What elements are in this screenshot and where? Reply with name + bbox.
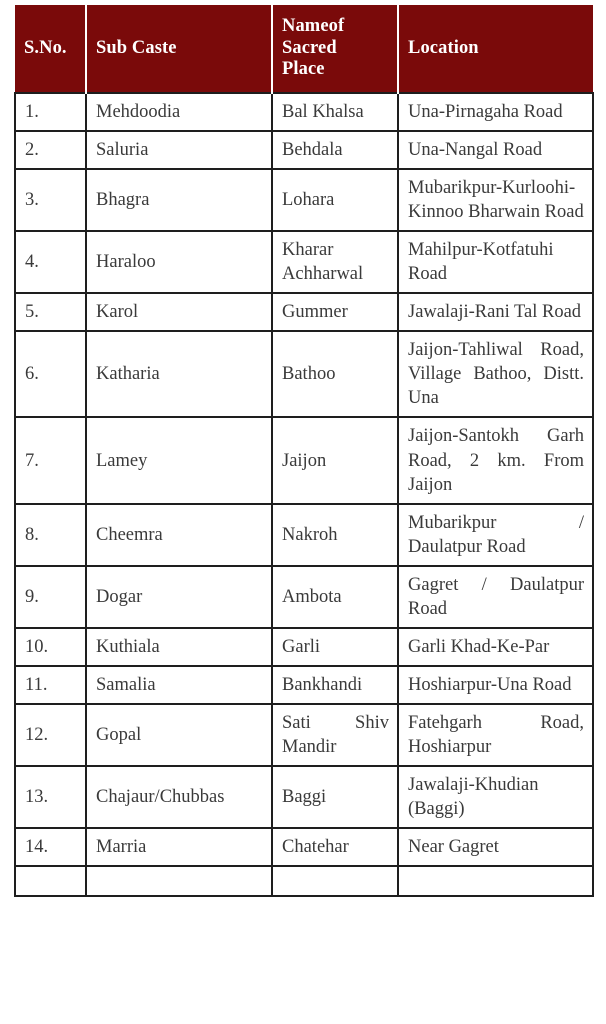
cell-sacred-place: Sati Shiv Mandir: [272, 704, 398, 766]
cell-sacred-place: Ambota: [272, 566, 398, 628]
cell-sacred-place: Chatehar: [272, 828, 398, 866]
column-header-location-label: Location: [408, 37, 479, 58]
column-header-sno: [15, 5, 86, 93]
cell-location: Garli Khad-Ke-Par: [398, 628, 593, 666]
cell-location: Mubarikpur / Daulatpur Road: [398, 504, 593, 566]
column-header-sacred-place-line1: [282, 16, 388, 38]
cell-sacred-place: Bankhandi: [272, 666, 398, 704]
cell-serial-number: 8.: [15, 504, 86, 566]
cell-sub-caste: Lamey: [86, 417, 272, 503]
column-header-sacred-place-word-of: of: [328, 15, 345, 36]
table-body: [15, 93, 593, 896]
cell-sub-caste: Cheemra: [86, 504, 272, 566]
cell-location: Jaijon-Tahliwal Road, Village Bathoo, Distt. Una: [398, 331, 593, 417]
table-row: [15, 566, 593, 628]
table-row: [15, 293, 593, 331]
table-row: [15, 131, 593, 169]
cell-location: Gagret / Daulatpur Road: [398, 566, 593, 628]
table-row: [15, 504, 593, 566]
table-row: [15, 628, 593, 666]
cell-sub-caste: Saluria: [86, 131, 272, 169]
cell-sub-caste: Dogar: [86, 566, 272, 628]
table-row: [15, 704, 593, 766]
cell-sacred-place: Nakroh: [272, 504, 398, 566]
cell-serial-number: 2.: [15, 131, 86, 169]
cell-location: Hoshiarpur-Una Road: [398, 666, 593, 704]
cell-serial-number: 11.: [15, 666, 86, 704]
cell-sacred-place: [272, 866, 398, 896]
cell-sacred-place: Garli: [272, 628, 398, 666]
cell-serial-number: 10.: [15, 628, 86, 666]
cell-serial-number: 7.: [15, 417, 86, 503]
cell-serial-number: 12.: [15, 704, 86, 766]
cell-sub-caste: Bhagra: [86, 169, 272, 231]
cell-serial-number: 5.: [15, 293, 86, 331]
cell-location: Una-Nangal Road: [398, 131, 593, 169]
cell-sub-caste: Katharia: [86, 331, 272, 417]
table-row: [15, 417, 593, 503]
table-row: [15, 866, 593, 896]
column-header-sub-caste: [86, 5, 272, 93]
cell-sacred-place: Behdala: [272, 131, 398, 169]
table-header: [15, 5, 593, 93]
cell-serial-number: 4.: [15, 231, 86, 293]
cell-serial-number: 9.: [15, 566, 86, 628]
cell-sub-caste: Chajaur/Chubbas: [86, 766, 272, 828]
cell-serial-number: 3.: [15, 169, 86, 231]
column-header-sub-caste-label: Sub Caste: [96, 37, 177, 58]
cell-sacred-place: Kharar Achharwal: [272, 231, 398, 293]
cell-sacred-place: Bal Khalsa: [272, 93, 398, 131]
cell-location: Mubarikpur-Kurloohi-Kinnoo Bharwain Road: [398, 169, 593, 231]
table-row: [15, 666, 593, 704]
table-row: [15, 231, 593, 293]
table-row: [15, 766, 593, 828]
cell-sacred-place: Jaijon: [272, 417, 398, 503]
cell-location: Mahilpur-Kotfatuhi Road: [398, 231, 593, 293]
table-row: [15, 169, 593, 231]
cell-sub-caste: Marria: [86, 828, 272, 866]
cell-sub-caste: [86, 866, 272, 896]
cell-location: Jawalaji-Khudian (Baggi): [398, 766, 593, 828]
cell-location: Una-Pirnagaha Road: [398, 93, 593, 131]
cell-sub-caste: Mehdoodia: [86, 93, 272, 131]
sacred-places-table: [14, 5, 594, 897]
column-header-sno-label: S.No.: [24, 37, 67, 58]
cell-location: Jaijon-Santokh Garh Road, 2 km. From Jaijon: [398, 417, 593, 503]
table-header-row: [15, 5, 593, 93]
cell-sub-caste: Gopal: [86, 704, 272, 766]
cell-sacred-place: Lohara: [272, 169, 398, 231]
column-header-sacred-place: [272, 5, 398, 93]
column-header-location: [398, 5, 593, 93]
cell-sacred-place: Bathoo: [272, 331, 398, 417]
cell-serial-number: [15, 866, 86, 896]
cell-location: [398, 866, 593, 896]
cell-location: Jawalaji-Rani Tal Road: [398, 293, 593, 331]
cell-location: Fatehgarh Road, Hoshiarpur: [398, 704, 593, 766]
cell-sub-caste: Kuthiala: [86, 628, 272, 666]
cell-serial-number: 13.: [15, 766, 86, 828]
cell-sub-caste: Samalia: [86, 666, 272, 704]
column-header-sacred-place-line3: Place: [282, 59, 325, 80]
cell-sub-caste: Karol: [86, 293, 272, 331]
table-row: [15, 93, 593, 131]
column-header-sacred-place-word-name: Name: [282, 15, 329, 36]
table-row: [15, 828, 593, 866]
cell-sub-caste: Haraloo: [86, 231, 272, 293]
cell-sacred-place: Baggi: [272, 766, 398, 828]
table-row: [15, 331, 593, 417]
column-header-sacred-place-line2: Sacred: [282, 37, 337, 58]
cell-serial-number: 6.: [15, 331, 86, 417]
cell-serial-number: 14.: [15, 828, 86, 866]
cell-serial-number: 1.: [15, 93, 86, 131]
cell-location: Near Gagret: [398, 828, 593, 866]
cell-sacred-place: Gummer: [272, 293, 398, 331]
